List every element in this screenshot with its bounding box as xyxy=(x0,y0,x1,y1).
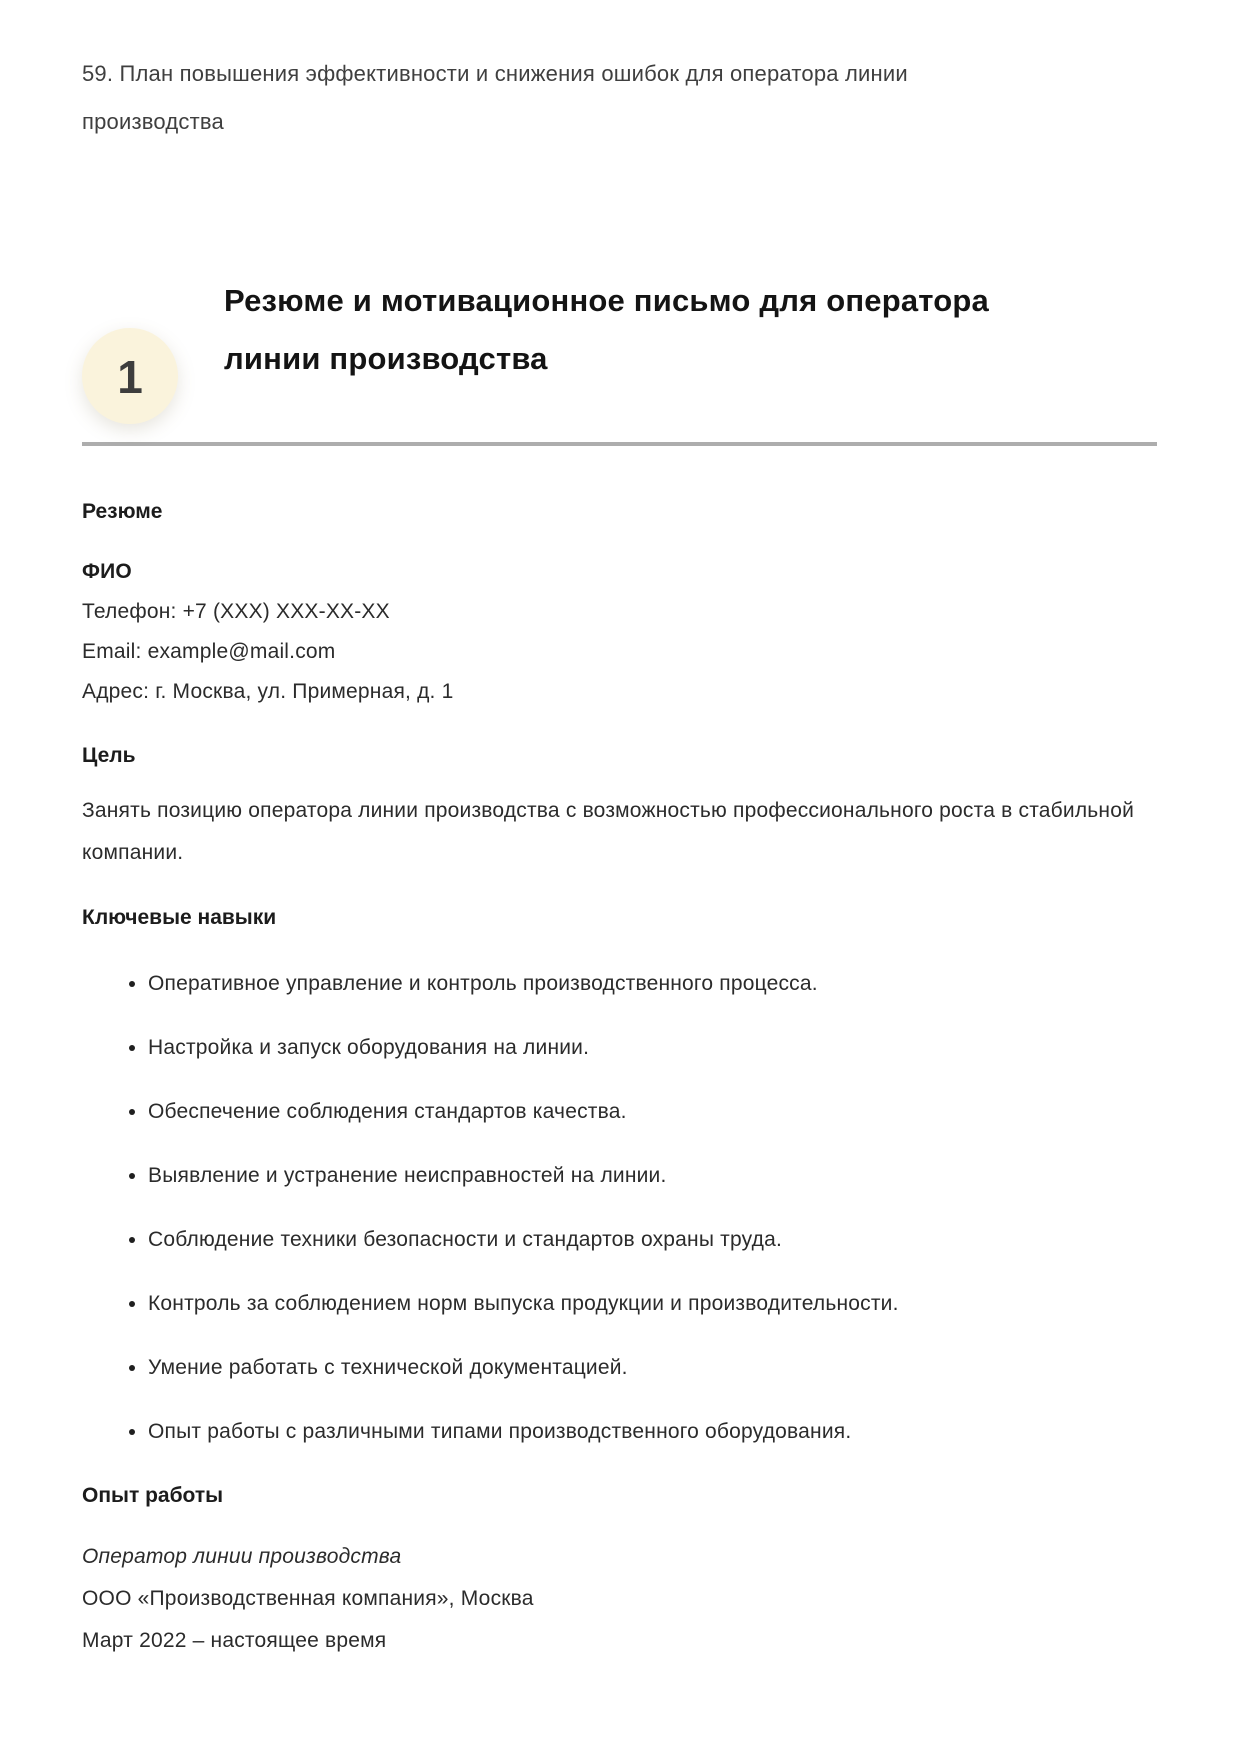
contact-line: Email: example@mail.com xyxy=(82,640,336,663)
skill-item: • Соблюдение техники безопасности и стандартов охраны труда. xyxy=(148,1220,1157,1260)
experience-company: ООО «Производственная компания», Москва xyxy=(82,1587,534,1610)
resume-heading: Резюме xyxy=(82,500,163,523)
experience-heading: Опыт работы xyxy=(82,1484,224,1507)
contact-name-label: ФИО xyxy=(82,560,132,583)
skill-item: • Умение работать с технической документацией. xyxy=(148,1348,1157,1388)
section-title: Резюме и мотивационное письмо для оператора линии производства xyxy=(224,283,989,376)
section-divider xyxy=(82,442,1157,446)
section-number-badge xyxy=(82,328,178,424)
experience-period: Март 2022 – настоящее время xyxy=(82,1629,387,1652)
experience-position: Оператор линии производства xyxy=(82,1545,402,1568)
skill-item: • Оперативное управление и контроль производственного процесса. xyxy=(148,964,1157,1004)
section-number: 1 xyxy=(117,351,143,403)
experience-block xyxy=(82,1536,1157,1662)
skill-item: • Выявление и устранение неисправностей на линии. xyxy=(148,1156,1157,1196)
document-pre-title: 59. План повышения эффективности и снижения ошибок для оператора линии производства xyxy=(82,61,908,134)
contact-line: Телефон: +7 (XXX) XXX-XX-XX xyxy=(82,600,390,623)
skills-heading: Ключевые навыки xyxy=(82,906,277,929)
skill-item: • Обеспечение соблюдения стандартов качества. xyxy=(148,1092,1157,1132)
skill-item: • Контроль за соблюдением норм выпуска продукции и производительности. xyxy=(148,1284,1157,1324)
goal-text: Занять позицию оператора линии производства с возможностью профессионального роста в стабильной компании. xyxy=(82,799,1135,864)
skills-list xyxy=(82,964,1157,1452)
contact-block xyxy=(82,552,1157,712)
goal-heading: Цель xyxy=(82,744,136,767)
contact-lines xyxy=(82,592,1157,712)
section-header xyxy=(82,272,1157,403)
skill-item: • Настройка и запуск оборудования на линии. xyxy=(148,1028,1157,1068)
contact-line: Адрес: г. Москва, ул. Примерная, д. 1 xyxy=(82,680,454,703)
skill-item: • Опыт работы с различными типами производственного оборудования. xyxy=(148,1412,1157,1452)
